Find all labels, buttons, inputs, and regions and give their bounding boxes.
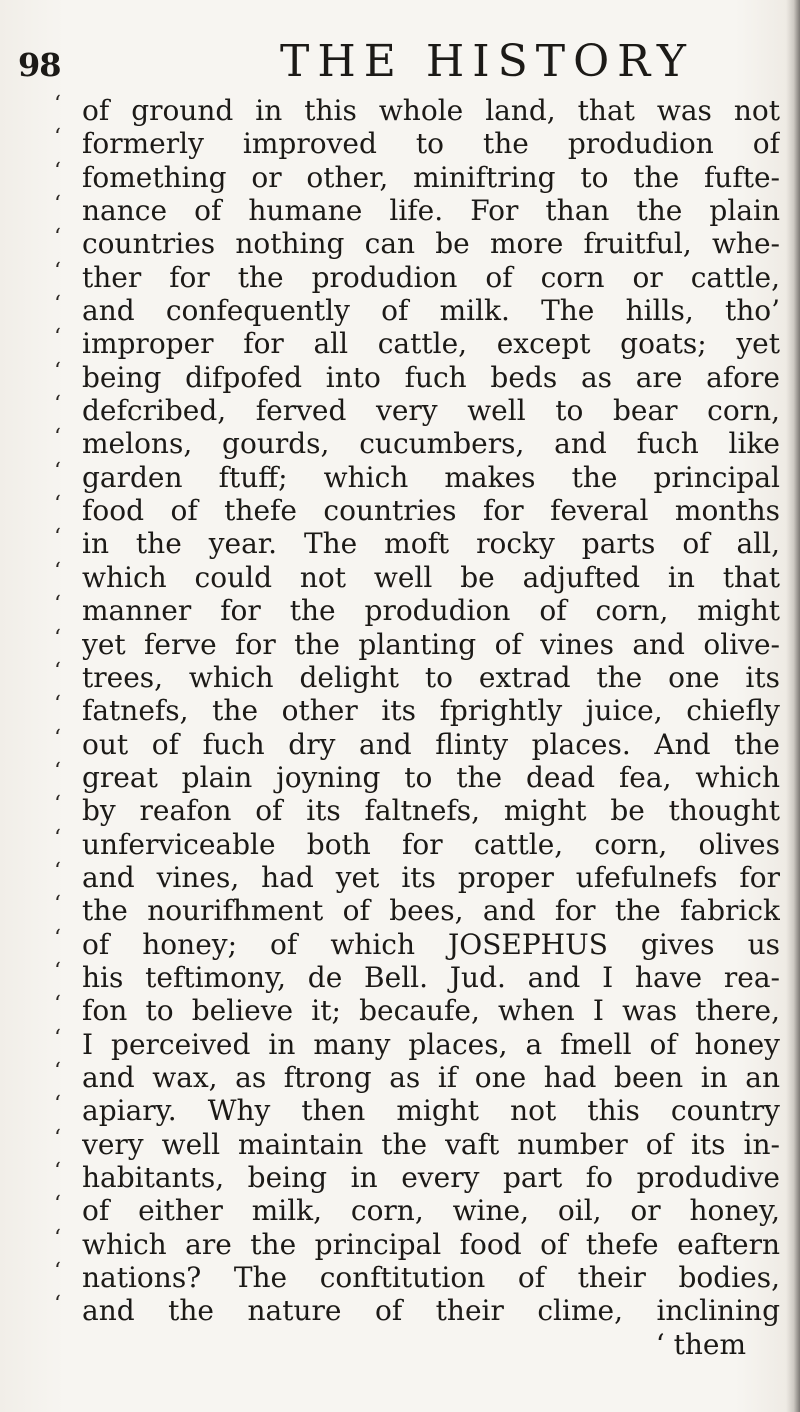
text-line: manner for the produdion of corn, might bbox=[82, 594, 780, 628]
text-line: ther for the produdion of corn or cattle, bbox=[82, 260, 780, 294]
quote-mark: ‘ bbox=[54, 325, 61, 351]
running-head: THE HISTORY bbox=[280, 36, 694, 87]
quote-mark: ‘ bbox=[54, 992, 61, 1018]
text-line: which are the principal food of thefe eaftern bbox=[82, 1227, 780, 1261]
quote-mark: ‘ bbox=[54, 125, 61, 151]
text-line: the nourifhment of bees, and for the fabrick bbox=[82, 894, 780, 928]
quote-mark: ‘ bbox=[54, 1259, 61, 1285]
text-line: great plain joyning to the dead fea, which bbox=[82, 760, 780, 794]
quote-mark: ‘ bbox=[54, 92, 61, 117]
quote-mark: ‘ bbox=[54, 625, 61, 651]
page-edge-shadow bbox=[786, 0, 800, 1412]
quote-mark: ‘ bbox=[54, 1092, 61, 1118]
quote-mark: ‘ bbox=[54, 392, 61, 418]
text-line: and vines, had yet its proper ufefulnefs for bbox=[82, 860, 780, 894]
text-line: nations? The conftitution of their bodies, bbox=[82, 1261, 780, 1295]
text-line: apiary. Why then might not this country bbox=[82, 1094, 780, 1128]
quote-mark: ‘ bbox=[54, 158, 61, 184]
quote-mark: ‘ bbox=[54, 958, 61, 984]
quote-mark: ‘ bbox=[54, 358, 61, 384]
body-text bbox=[56, 94, 780, 1361]
text-line: I perceived in many places, a fmell of honey bbox=[82, 1027, 780, 1061]
text-line: of ground in this whole land, that was not bbox=[82, 94, 780, 127]
quote-mark: ‘ bbox=[54, 825, 61, 851]
quote-mark: ‘ bbox=[54, 692, 61, 718]
text-line: unferviceable both for cattle, corn, olives bbox=[82, 827, 780, 861]
quote-mark: ‘ bbox=[54, 225, 61, 251]
text-line: improper for all cattle, except goats; yet bbox=[82, 327, 780, 361]
text-line: countries nothing can be more fruitful, whe- bbox=[82, 227, 780, 261]
quote-mark: ‘ bbox=[54, 1225, 61, 1251]
quote-mark: ‘ bbox=[54, 1159, 61, 1184]
quote-mark: ‘ bbox=[54, 258, 61, 284]
quote-mark: ‘ bbox=[54, 658, 61, 684]
quote-mark: ‘ bbox=[54, 525, 61, 551]
quote-mark: ‘ bbox=[54, 558, 61, 584]
text-line: garden ftuff; which makes the principal bbox=[82, 460, 780, 494]
text-line: food of thefe countries for feveral months bbox=[82, 494, 780, 528]
text-line: and confequently of milk. The hills, tho’ bbox=[82, 294, 780, 328]
text-line: trees, which delight to extrad the one its bbox=[82, 660, 780, 694]
quote-mark: ‘ bbox=[54, 1025, 61, 1051]
quote-mark: ‘ bbox=[54, 1292, 61, 1318]
page-number: 98 bbox=[18, 46, 61, 84]
quote-mark: ‘ bbox=[54, 1192, 61, 1218]
text-line: formerly improved to the produdion of bbox=[82, 127, 780, 161]
page-header bbox=[0, 36, 800, 87]
text-line: fatnefs, the other its fprightly juice, chiefly bbox=[82, 694, 780, 728]
text-line: melons, gourds, cucumbers, and fuch like bbox=[82, 427, 780, 461]
text-line: and wax, as ftrong as if one had been in an bbox=[82, 1060, 780, 1094]
quote-mark: ‘ bbox=[54, 192, 61, 218]
quote-mark: ‘ bbox=[54, 892, 61, 918]
quote-mark: ‘ bbox=[54, 792, 61, 818]
text-line: and the nature of their clime, inclining bbox=[82, 1294, 780, 1328]
quote-mark: ‘ bbox=[54, 1125, 61, 1151]
text-line: habitants, being in every part fo produdive bbox=[82, 1161, 780, 1194]
quote-mark: ‘ bbox=[54, 925, 61, 951]
text-line: by reafon of its faltnefs, might be thought bbox=[82, 794, 780, 828]
text-line: yet ferve for the planting of vines and olive- bbox=[82, 627, 780, 661]
text-line: his teftimony, de Bell. Jud. and I have rea- bbox=[82, 960, 780, 994]
quote-mark: ‘ bbox=[54, 725, 61, 751]
quote-mark: ‘ bbox=[54, 492, 61, 518]
text-line: very well maintain the vaft number of its in- bbox=[82, 1127, 780, 1161]
quote-mark: ‘ bbox=[54, 458, 61, 484]
text-line: in the year. The moft rocky parts of all, bbox=[82, 527, 780, 561]
text-line: fomething or other, miniftring to the fufte- bbox=[82, 160, 780, 194]
text-line: being difpofed into fuch beds as are afore bbox=[82, 360, 780, 394]
quote-mark: ‘ bbox=[54, 758, 61, 784]
text-line: of either milk, corn, wine, oil, or honey, bbox=[82, 1194, 780, 1228]
text-line: fon to believe it; becaufe, when I was there, bbox=[82, 994, 780, 1028]
text-line: out of fuch dry and flinty places. And the bbox=[82, 727, 780, 761]
catchword: ‘ them bbox=[655, 1327, 746, 1361]
quote-mark: ‘ bbox=[54, 292, 61, 318]
quote-mark: ‘ bbox=[54, 858, 61, 884]
quote-mark: ‘ bbox=[54, 425, 61, 451]
text-line: defcribed, ferved very well to bear corn, bbox=[82, 394, 780, 428]
text-line: which could not well be adjufted in that bbox=[82, 560, 780, 594]
text-line: nance of humane life. For than the plain bbox=[82, 194, 780, 228]
quote-mark: ‘ bbox=[54, 1058, 61, 1084]
quote-mark: ‘ bbox=[54, 592, 61, 618]
text-line: of honey; of which JOSEPHUS gives us bbox=[82, 927, 780, 961]
